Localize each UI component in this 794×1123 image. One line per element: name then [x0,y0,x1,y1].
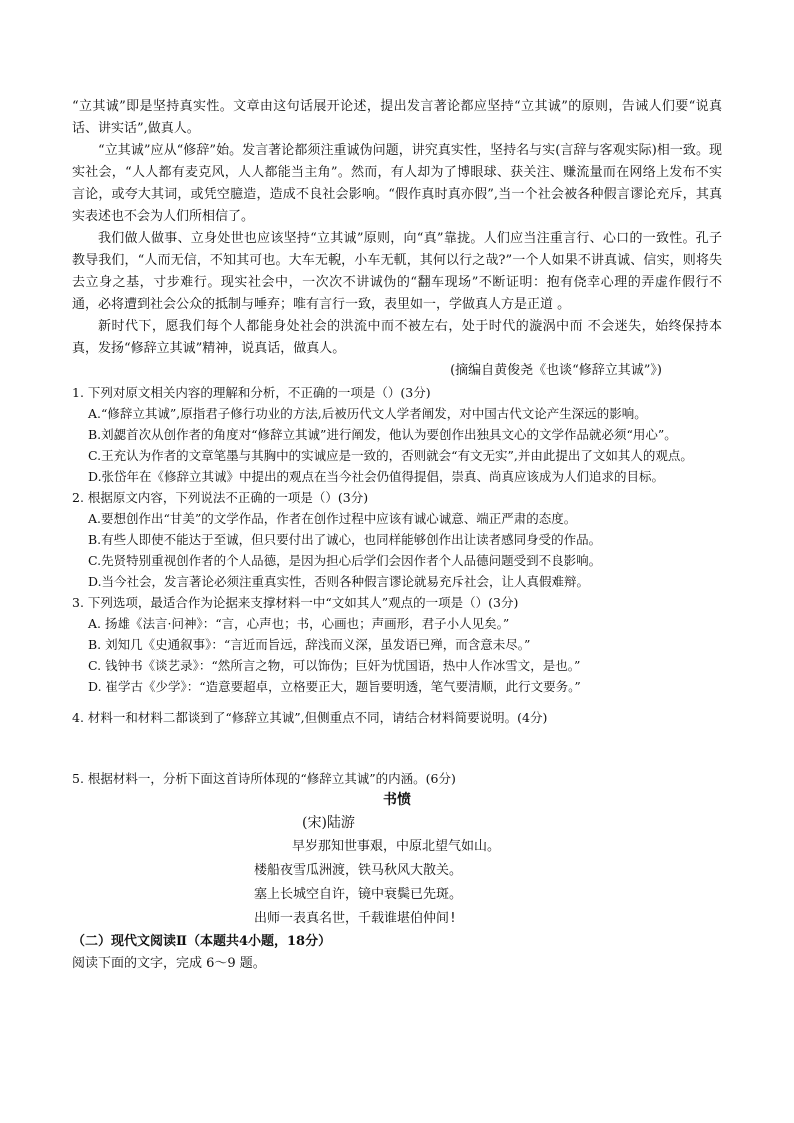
question-stem: 3. 下列选项，最适合作为论据来支撑材料一中“文如其人”观点的一项是（）(3分) [72,595,519,610]
poem-author: (宋)陆游 [302,815,355,831]
question-option: A.“修辞立其诚”,原指君子修行功业的方法,后被历代文人学者阐发，对中国古代文论产生深远的影响。 [88,406,647,421]
poem [72,789,722,931]
question-2 [72,487,722,592]
question-5-stem: 5. 根据材料一，分析下面这首诗所体现的“修辞立其诚”的内涵。(6分) [72,771,456,786]
question-option: A.要想创作出“甘美”的文学作品，作者在创作过程中应该有诚心诚意、端正严肃的态度。 [88,511,577,526]
question-1 [72,382,722,487]
poem-title: 书愤 [383,792,411,808]
section-heading: （二）现代文阅读Ⅱ（本题共4小题，18分） [72,934,332,949]
question-option: D.当今社会，发言著论必须注重真实性，否则各种假言谬论就易充斥社会，让人真假难辩。 [88,574,590,589]
poem-line: 出师一表真名世，千载谁堪伯仲间! [254,911,457,926]
poem-line: 塞上长城空自许，镜中衰鬓已先斑。 [254,887,463,902]
article-paragraph-1: “立其诚”即是坚持真实性。文章由这句话展开论述，提出发言著论都应坚持“立其诚”的原则，告诫人们要“说真话、讲实话”,做真人。 [72,99,722,136]
question-option: D. 崔学古《少学》：“造意要超卓，立格要正大，题旨要明透，笔气要清顺，此行文要务。” [88,679,581,694]
question-stem: 1. 下列对原文相关内容的理解和分析，不正确的一项是（）(3分) [72,385,431,400]
section-instruction: 阅读下面的文字，完成 6～9 题。 [72,956,266,971]
question-stem: 2. 根据原文内容，下列说法不正确的一项是（）(3分) [72,490,369,505]
question-4-stem: 4. 材料一和材料二都谈到了“修辞立其诚”,但侧重点不同，请结合材料简要说明。(4分) [72,710,548,725]
answer-space [72,728,722,768]
article-paragraph-2: “立其诚”应从“修辞”始。发言著论都须注重诚伪问题，讲究真实性，坚持名与实(言辞与客观实际)相一致。现实社会，“人人都有麦克风，人人都能当主角”。然而，有人却为了博眼球、获关注、赚流量而在网络上发布不实言论，或夸大其词，或凭空臆造，造成不良社会影响。“假作真时真亦假”,当一个社会被各种假言谬论充斥，其真实表述也不会为人们所相信了。 [72,143,722,224]
article-source: (摘编自黄俊尧《也谈“修辞立其诚”》) [450,363,662,378]
poem-line: 早岁那知世事艰，中原北望气如山。 [292,839,501,854]
document-page [72,96,722,975]
article-paragraph-3: 我们做人做事、立身处世也应该坚持“立其诚”原则，向“真”靠拢。人们应当注重言行、心口的一致性。孔子教导我们，“人而无信，不知其可也。大车无輗，小车无軏，其何以行之哉?”一个人如果不讲真诚、信实，则将失去立身之基，寸步难行。现实社会中，一次次不讲诚伪的“翻车现场”不断证明：抱有侥幸心理的弄虚作假行不通，必将遭到社会公众的抵制与唾弃；唯有言行一致，表里如一，学做真人方是正道 。 [72,231,722,312]
question-option: C. 钱钟书《谈艺录》：“然所言之物，可以饰伪；巨奸为忧国语，热中人作冰雪文，是也。” [88,658,581,673]
question-option: B. 刘知几《史通叙事》：“言近而旨远，辞浅而义深，虽发语已殚，而含意未尽。” [88,637,531,652]
article-paragraph-4: 新时代下，愿我们每个人都能身处社会的洪流中而不被左右，处于时代的漩涡中而 不会迷失，始终保持本真，发扬“修辞立其诚”精神，说真话，做真人。 [72,319,722,356]
question-option: C.王充认为作者的文章笔墨与其胸中的实诚应是一致的，否则就会“有文无实”,并由此提出了文如其人的观点。 [88,448,693,463]
question-option: D.张岱年在《修辞立其诚》中提出的观点在当今社会仍值得提倡，崇真、尚真应该成为人们追求的目标。 [88,469,665,484]
question-option: B.刘勰首次从创作者的角度对“修辞立其诚”进行阐发，他认为要创作出独具文心的文学作品就必须“用心”。 [88,427,677,442]
question-3 [72,592,722,697]
question-option: C.先贤特别重视创作者的个人品德，是因为担心后学们会因作者个人品德问题受到不良影响。 [88,553,602,568]
question-option: B.有些人即使不能达于至诚，但只要付出了诚心，也同样能够创作出让读者感同身受的作品。 [88,532,602,547]
poem-line: 楼船夜雪瓜洲渡，铁马秋风大散关。 [254,863,463,878]
spacer [72,697,722,707]
question-option: A. 扬雄《法言·问神》：“言，心声也；书，心画也；声画形，君子小人见矣。” [88,616,510,631]
